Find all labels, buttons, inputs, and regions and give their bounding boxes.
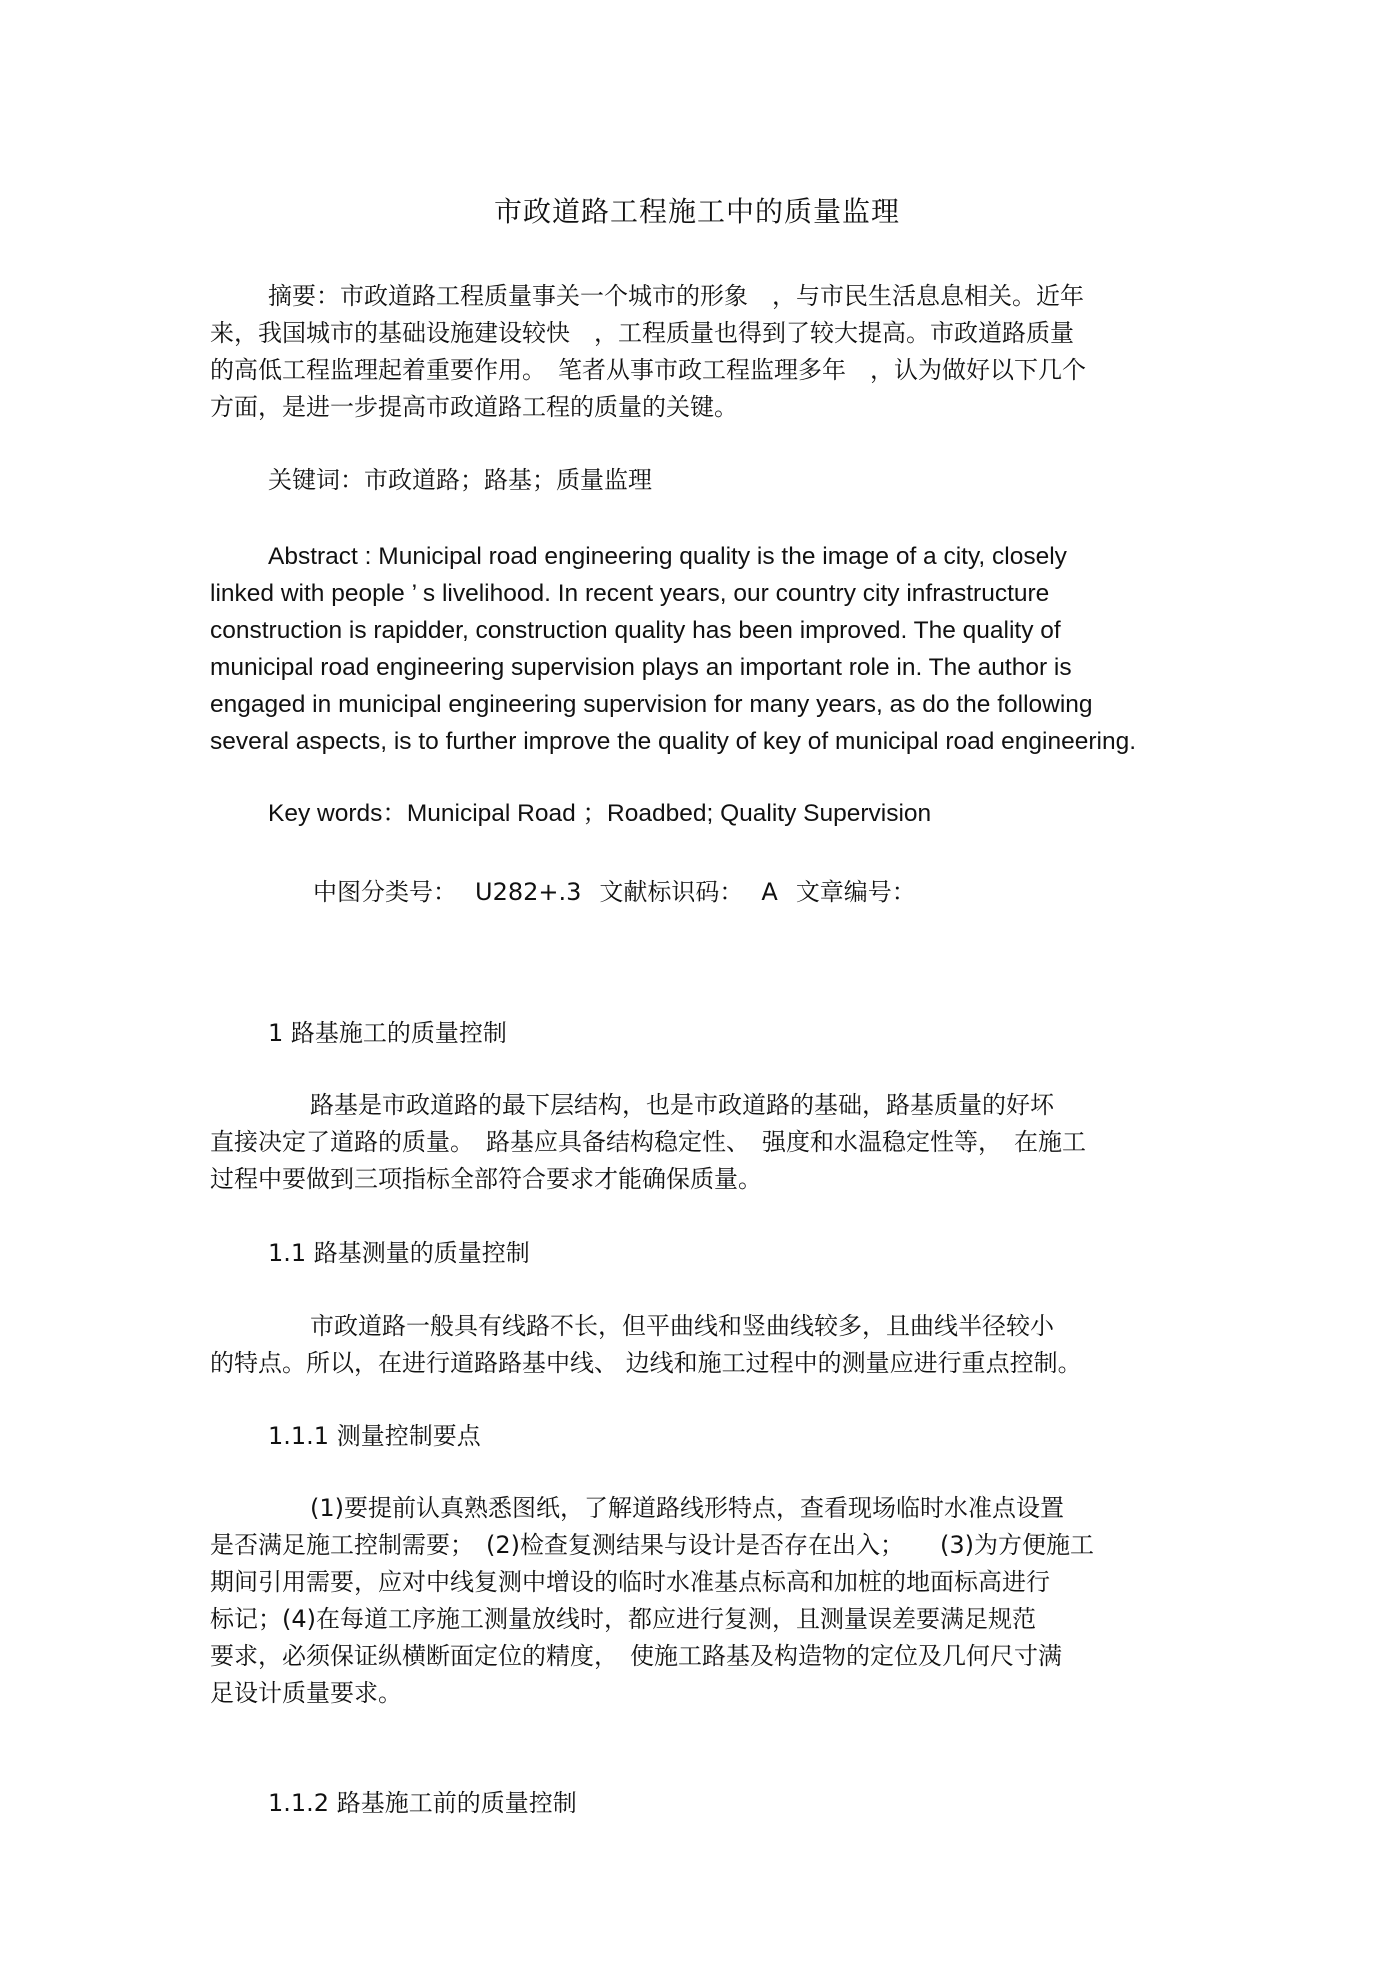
- body-line: 足设计质量要求。: [210, 1679, 402, 1707]
- body-line: 市政道路一般具有线路不长，但平曲线和竖曲线较多，且曲线半径较小: [310, 1312, 1054, 1340]
- doc-code-label: 文献标识码：: [599, 878, 744, 906]
- keywords-cn: [210, 462, 1200, 499]
- abstract-cn-line: 来，我国城市的基础设施建设较快 ，工程质量也得到了较大提高。市政道路质量: [210, 319, 1074, 347]
- page-title: 市政道路工程施工中的质量监理: [493, 195, 900, 228]
- body-line: 标记；(4)在每道工序施工测量放线时，都应进行复测，且测量误差要满足规范: [210, 1605, 1036, 1633]
- section-1-1-1-body: [210, 1490, 1200, 1712]
- abstract-en-line: municipal road engineering supervision plays an important role in. The author is: [210, 654, 1072, 681]
- section-1-1-body: [210, 1308, 1200, 1382]
- article-no-label: 文章编号：: [795, 878, 916, 906]
- body-line: 是否满足施工控制需要； (2)检查复测结果与设计是否存在出入； (3)为方便施工: [210, 1531, 1094, 1559]
- body-line: 路基是市政道路的最下层结构，也是市政道路的基础，路基质量的好坏: [310, 1091, 1054, 1119]
- abstract-cn-line: 的高低工程监理起着重要作用。 笔者从事市政工程监理多年 ，认为做好以下几个: [210, 356, 1086, 384]
- section-1-heading: 1 路基施工的质量控制: [268, 1019, 507, 1047]
- abstract-en-line: engaged in municipal engineering supervision for many years, as do the following: [210, 691, 1093, 718]
- body-line: 直接决定了道路的质量。 路基应具备结构稳定性、 强度和水温稳定性等， 在施工: [210, 1128, 1086, 1156]
- abstract-en-line: construction is rapidder, construction quality has been improved. The quality of: [210, 617, 1061, 644]
- abstract-cn-line: 方面，是进一步提高市政道路工程的质量的关键。: [210, 393, 738, 421]
- abstract-en-line: Abstract : Municipal road engineering quality is the image of a city, closely: [268, 543, 1067, 570]
- section-1-1-1-heading: 1.1.1 测量控制要点: [268, 1422, 481, 1450]
- section-1-1-heading: 1.1 路基测量的质量控制: [268, 1239, 530, 1267]
- keywords-en: [210, 795, 1200, 832]
- body-line: 期间引用需要，应对中线复测中增设的临时水准基点标高和加桩的地面标高进行: [210, 1568, 1050, 1596]
- body-line: 的特点。所以，在进行道路路基中线、 边线和施工过程中的测量应进行重点控制。: [210, 1349, 1082, 1377]
- doc-code-value: A: [761, 878, 778, 906]
- abstract-en: [210, 538, 1200, 760]
- classification-line: [313, 872, 934, 907]
- keywords-cn-text: 关键词：市政道路；路基；质量监理: [268, 466, 652, 494]
- section-1-1-2-heading: 1.1.2 路基施工前的质量控制: [268, 1789, 577, 1817]
- abstract-cn: [210, 278, 1200, 426]
- abstract-en-line: linked with people ’ s livelihood. In recent years, our country city infrastructure: [210, 580, 1050, 607]
- keywords-en-text: Key words：Municipal Road ；Roadbed; Quality Supervision: [268, 800, 932, 827]
- abstract-en-line: several aspects, is to further improve the quality of key of municipal road engineering.: [210, 728, 1137, 755]
- body-line: 过程中要做到三项指标全部符合要求才能确保质量。: [210, 1165, 762, 1193]
- clc-label: 中图分类号：: [313, 878, 457, 906]
- section-1-body: [210, 1087, 1200, 1198]
- abstract-cn-line: 摘要：市政道路工程质量事关一个城市的形象 ，与市民生活息息相关。近年: [268, 282, 1084, 310]
- body-line: 要求，必须保证纵横断面定位的精度， 使施工路基及构造物的定位及几何尺寸满: [210, 1642, 1062, 1670]
- body-line: (1)要提前认真熟悉图纸，了解道路线形特点，查看现场临时水准点设置: [310, 1494, 1064, 1522]
- clc-value: U282+.3: [475, 878, 582, 906]
